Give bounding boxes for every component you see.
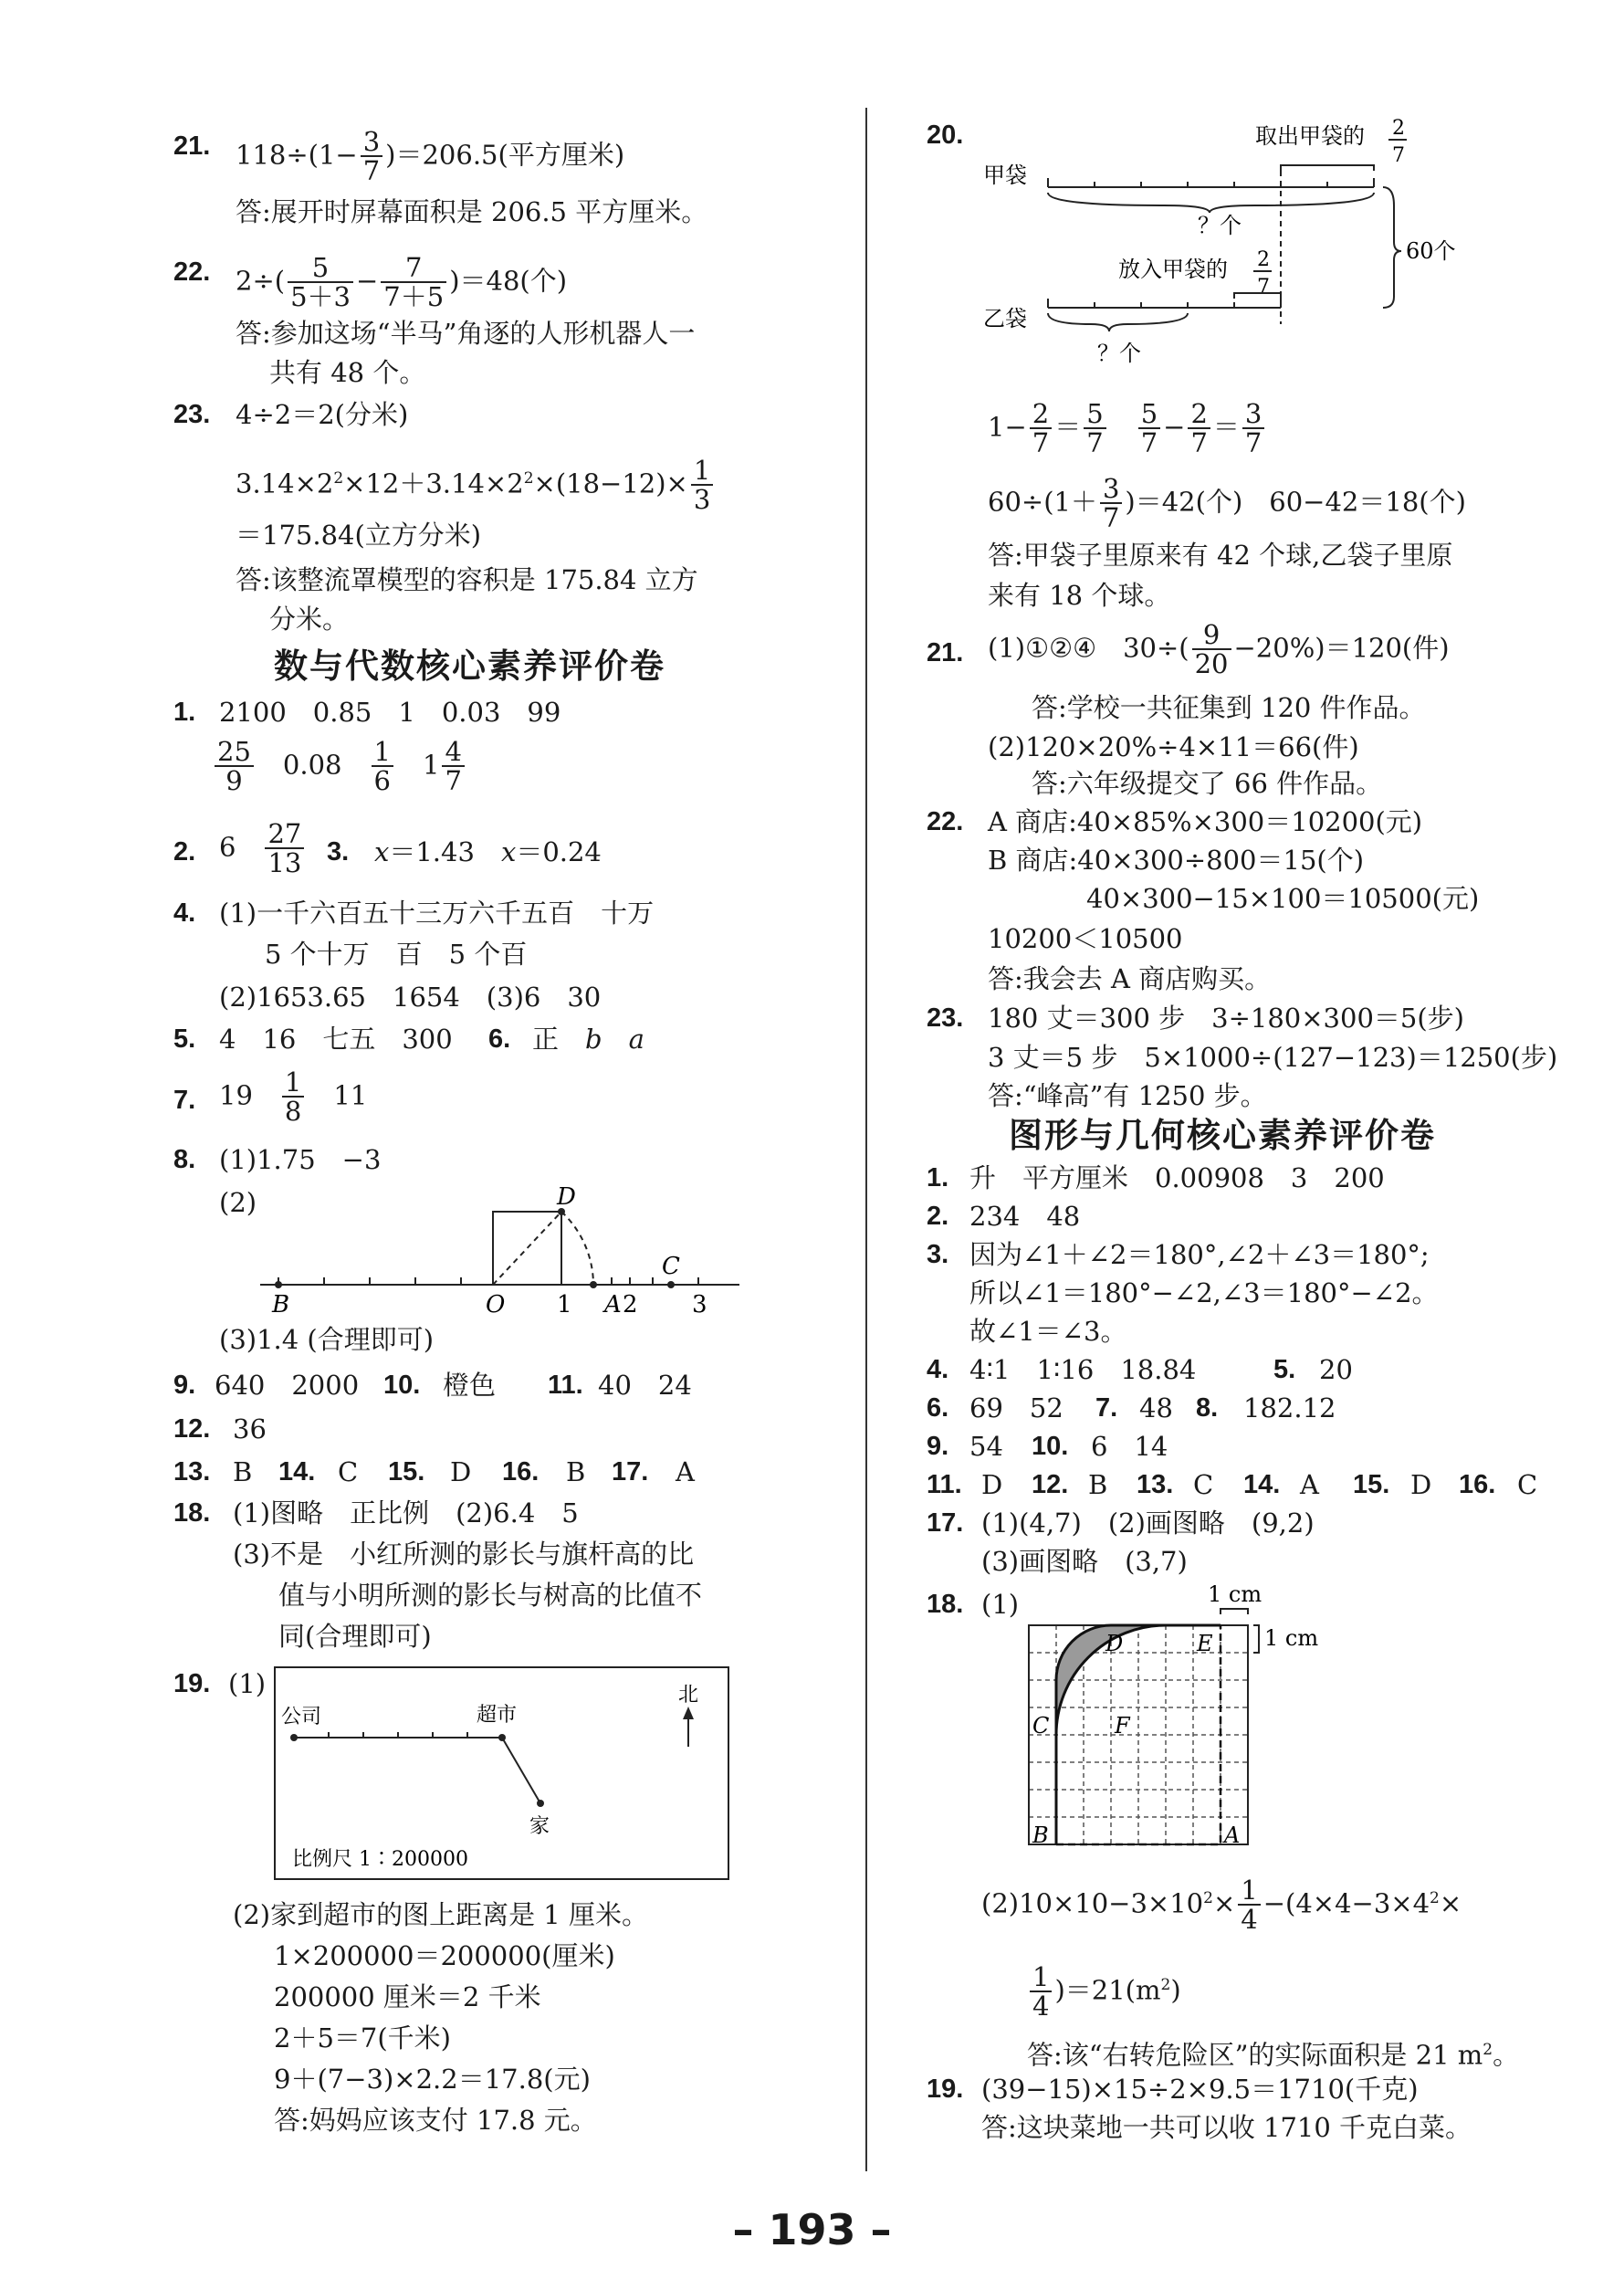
numerator: 5 — [1138, 400, 1160, 429]
a12-line: 36 — [233, 1413, 267, 1444]
section-title: 图形与几何核心素养评价卷 — [1009, 1116, 1436, 1155]
answer: D — [450, 1456, 472, 1487]
g6-line: 69 52 — [969, 1392, 1063, 1423]
q23-line1: 4÷2＝2(分米) — [236, 399, 409, 430]
cm-side: 1 cm — [1264, 1625, 1319, 1651]
q22-line3: 40×300−15×100＝10500(元) — [1086, 883, 1480, 914]
question-number: 2. — [173, 837, 196, 867]
fraction — [1100, 475, 1122, 532]
question-number: 21. — [927, 638, 964, 667]
g3-line2: 所以∠1＝180°−∠2,∠3＝180°−∠2。 — [969, 1277, 1439, 1308]
a8-line2: (2) — [219, 1187, 257, 1218]
grid-figure — [1018, 1580, 1401, 1858]
answer: D — [981, 1469, 1003, 1500]
a19-line7: 答:妈妈应该支付 17.8 元。 — [274, 2105, 597, 2136]
q21-answer2: 答:六年级提交了 66 件作品。 — [1032, 768, 1383, 799]
denominator: 7 — [1032, 427, 1050, 459]
label-north: 北 — [678, 1684, 699, 1707]
g3-line1: 因为∠1＋∠2＝180°,∠2＋∠3＝180°; — [969, 1239, 1430, 1270]
exponent: 2 — [1160, 1975, 1171, 1994]
q20-eq1 — [988, 400, 1267, 457]
numerator: 1 — [372, 738, 393, 767]
q23-line1: 180 丈＝300 步 3÷180×300＝5(步) — [988, 1003, 1464, 1034]
text: 答:该“右转危险区”的实际面积是 21 m — [1027, 2039, 1483, 2071]
bag-a-label: 甲袋 — [983, 163, 1027, 188]
denominator: 7 — [1244, 427, 1263, 459]
text: × — [1439, 1887, 1462, 1919]
numerator: 3 — [1242, 400, 1264, 429]
map-scale: 比例尺 1∶200000 — [292, 1848, 468, 1871]
g18-line3 — [1027, 1963, 1181, 2021]
bag-b-label: 乙袋 — [983, 306, 1027, 331]
question-number: 10. — [383, 1371, 421, 1400]
q21-answer1: 答:学校一共征集到 120 件作品。 — [1032, 692, 1426, 723]
question-number: 18. — [927, 1590, 964, 1619]
g9-line: 54 — [969, 1431, 1003, 1462]
label-e: E — [1197, 1631, 1213, 1656]
point-a — [590, 1281, 597, 1288]
fraction — [442, 738, 464, 795]
q23-answer-line2: 分米。 — [269, 604, 350, 635]
g17-line1: (1)(4,7) (2)画图略 (9,2) — [981, 1507, 1315, 1539]
fraction — [265, 820, 304, 877]
label-b: B — [1032, 1823, 1049, 1848]
g2-line: 234 48 — [969, 1201, 1081, 1232]
g18-line2 — [981, 1876, 1462, 1934]
q21-answer: 答:展开时屏幕面积是 206.5 平方厘米。 — [236, 196, 708, 227]
label-company: 公司 — [281, 1706, 322, 1728]
a19-line3: 1×200000＝200000(厘米) — [274, 1940, 615, 1971]
fraction — [1030, 400, 1052, 457]
question-number: 1. — [927, 1163, 949, 1192]
take-den: 7 — [1392, 144, 1405, 167]
q22-answer-line2: 共有 48 个。 — [269, 357, 426, 388]
denominator: 5＋3 — [290, 281, 351, 313]
q23-answer: 答:“峰高”有 1250 步。 — [988, 1080, 1267, 1111]
question-number: 5. — [1273, 1355, 1296, 1384]
g19-line1: (39−15)×15÷2×9.5＝1710(千克) — [981, 2074, 1419, 2105]
fraction — [1138, 400, 1160, 457]
take-brace — [1281, 165, 1374, 171]
number-line-figure — [246, 1182, 758, 1319]
text: (1)①②④ 30÷( — [988, 632, 1189, 664]
question-number: 10. — [1032, 1432, 1069, 1461]
label-f: F — [1115, 1713, 1130, 1739]
q22-line4: 10200＜10500 — [988, 923, 1183, 954]
text: ×(18−12)× — [533, 467, 688, 499]
g18-answer — [1027, 2032, 1519, 2074]
point-market — [498, 1734, 506, 1741]
put-label: 放入甲袋的 — [1118, 257, 1228, 282]
variable: x — [500, 836, 517, 867]
question-number: 5. — [173, 1024, 196, 1054]
diagonal — [493, 1212, 561, 1285]
g5-line: 20 — [1319, 1354, 1353, 1385]
numerator: 27 — [265, 820, 304, 849]
a19-line6: 9＋(7−3)×2.2＝17.8(元) — [274, 2064, 591, 2095]
label-three: 3 — [692, 1291, 707, 1318]
a9-line: 640 2000 — [215, 1370, 360, 1401]
put-den: 7 — [1257, 276, 1270, 299]
answer: C — [1193, 1469, 1214, 1500]
a19-line4: 200000 厘米＝2 千米 — [274, 1981, 541, 2012]
question-number: 13. — [173, 1457, 211, 1486]
a19-line1: (1) — [228, 1668, 267, 1699]
question-number: 23. — [173, 400, 211, 429]
q21-line1 — [988, 621, 1450, 678]
question-number: 8. — [173, 1145, 196, 1174]
fraction — [1242, 400, 1264, 457]
fraction — [1188, 400, 1210, 457]
numerator: 1 — [691, 457, 713, 486]
a7-line — [219, 1068, 367, 1126]
a8-line3: (3)1.4 (合理即可) — [219, 1324, 435, 1355]
g17-line2: (3)画图略 (3,7) — [981, 1546, 1188, 1577]
numerator: 25 — [215, 738, 254, 767]
variable: x — [374, 836, 390, 867]
question-number: 18. — [173, 1498, 211, 1528]
section-title: 数与代数核心素养评价卷 — [274, 646, 665, 686]
a11-line: 40 24 — [598, 1370, 692, 1401]
question-number: 21. — [173, 131, 211, 161]
answer: C — [338, 1456, 359, 1487]
text: 0.08 — [282, 749, 342, 781]
label-b: B — [272, 1291, 290, 1318]
text: 3.14×2 — [236, 467, 334, 499]
g10-line: 6 14 — [1091, 1431, 1168, 1462]
bag-b-question: ？个 — [1097, 341, 1141, 366]
column-divider — [865, 108, 867, 2171]
question-number: 16. — [502, 1457, 540, 1486]
fraction — [282, 1068, 304, 1126]
question-number: 9. — [173, 1371, 196, 1400]
a18-line3: 值与小明所测的影长与树高的比值不 — [278, 1580, 703, 1611]
denominator: 20 — [1194, 648, 1229, 680]
q20-answer-line2: 来有 18 个球。 — [988, 580, 1171, 611]
route-map-figure — [274, 1666, 730, 1881]
a19-line5: 2＋5＝7(千米) — [274, 2022, 451, 2054]
answer: B — [1088, 1469, 1108, 1500]
label-home: 家 — [529, 1815, 550, 1838]
numerator: 9 — [1192, 621, 1231, 650]
numerator: 5 — [288, 254, 353, 283]
a4-line3: (2)1653.65 1654 (3)6 30 — [219, 982, 602, 1013]
question-number: 14. — [278, 1457, 316, 1486]
text: − — [1163, 411, 1186, 443]
text: ＝ — [1212, 411, 1240, 443]
a4-line1: (1)一千六百五十三万六千五百 十万 — [219, 898, 655, 929]
a1-line2 — [212, 738, 467, 795]
label-d: D — [1105, 1631, 1124, 1656]
g18-line1: (1) — [981, 1589, 1020, 1620]
denominator: 13 — [267, 847, 302, 879]
fraction — [1030, 1963, 1052, 2021]
q21-post: )＝206.5(平方厘米) — [385, 139, 625, 171]
a18-line2: (3)不是 小红所测的影长与旗杆高的比 — [233, 1539, 695, 1570]
question-number: 19. — [927, 2075, 964, 2104]
question-number: 17. — [927, 1508, 964, 1538]
text: 1 — [422, 749, 440, 781]
g8-line: 182.12 — [1243, 1392, 1336, 1423]
text: 11 — [333, 1079, 368, 1111]
q21-line2: (2)120×20%÷4×11＝66(件) — [988, 731, 1359, 762]
a1-line1: 2100 0.85 1 0.03 99 — [219, 697, 561, 728]
bag-diagram — [981, 114, 1493, 388]
question-number: 3. — [327, 837, 350, 867]
variable: b — [585, 1024, 602, 1055]
answer: A — [676, 1456, 695, 1487]
put-num: 2 — [1257, 248, 1270, 271]
exponent: 2 — [333, 468, 344, 488]
road-market-home — [502, 1738, 540, 1803]
q22-post: )＝48(个) — [449, 265, 568, 297]
q22-pre: 2÷( — [236, 265, 286, 297]
question-number: 11. — [927, 1470, 962, 1499]
question-number: 22. — [927, 807, 964, 836]
text: )＝21(m — [1054, 1974, 1161, 2006]
question-number: 2. — [927, 1202, 949, 1231]
text: ＝ — [1054, 411, 1082, 443]
take-label: 取出甲袋的 — [1255, 123, 1365, 149]
denominator: 7 — [1102, 502, 1120, 534]
question-number: 13. — [1137, 1470, 1174, 1499]
question-number: 22. — [173, 257, 211, 287]
denominator: 9 — [225, 765, 243, 797]
a2-line — [219, 820, 307, 877]
a18-line4: 同(合理即可) — [278, 1621, 432, 1652]
ticks — [278, 1277, 698, 1285]
total-brace — [1383, 187, 1401, 308]
question-number: 6. — [927, 1393, 949, 1423]
label-o: O — [486, 1291, 506, 1318]
label-d: D — [557, 1183, 576, 1211]
cm-top: 1 cm — [1208, 1581, 1263, 1607]
question-number: 9. — [927, 1432, 949, 1461]
q23-line3: ＝175.84(立方分米) — [236, 520, 482, 551]
q22-answer: 答:我会去 A 商店购买。 — [988, 963, 1272, 994]
denominator: 7 — [445, 765, 462, 797]
g3-line3: 故∠1＝∠3。 — [969, 1316, 1127, 1347]
bag-a-brace — [1048, 193, 1374, 213]
numerator: 3 — [361, 128, 382, 157]
answer: D — [1410, 1469, 1432, 1500]
denominator: 7 — [1140, 427, 1158, 459]
question-number: 12. — [1032, 1470, 1069, 1499]
q21-pre: 118÷(1− — [236, 139, 358, 171]
q23-line2: 3 丈＝5 步 5×1000÷(127−123)＝1250(步) — [988, 1042, 1558, 1073]
question-number: 11. — [548, 1371, 583, 1400]
total-label: 60个 — [1406, 238, 1456, 264]
label-market: 超市 — [477, 1704, 518, 1727]
text: 正 — [532, 1024, 560, 1055]
a5-line: 4 16 七五 300 — [219, 1024, 453, 1055]
question-number: 8. — [1196, 1393, 1219, 1423]
numerator: 1 — [1238, 1876, 1260, 1906]
question-number: 19. — [173, 1669, 211, 1698]
a3-line — [374, 834, 602, 870]
fraction — [1192, 621, 1231, 678]
question-number: 15. — [388, 1457, 425, 1486]
q22-equation — [236, 254, 567, 311]
question-number: 16. — [1459, 1470, 1496, 1499]
answer: B — [566, 1456, 586, 1487]
denominator: 6 — [373, 765, 391, 797]
bag-a-question: ？个 — [1198, 213, 1242, 238]
text: 6 — [219, 831, 236, 863]
denominator: 7 — [1190, 427, 1208, 459]
fraction — [1238, 1876, 1260, 1934]
denominator: 8 — [284, 1096, 302, 1128]
answer: C — [1517, 1469, 1538, 1500]
g7-line: 48 — [1139, 1392, 1173, 1423]
exponent: 2 — [1430, 1888, 1440, 1907]
question-number: 6. — [488, 1024, 511, 1054]
question-number: 1. — [173, 698, 196, 727]
label-a: A — [604, 1291, 622, 1318]
q23-answer-line1: 答:该整流罩模型的容积是 175.84 立方 — [236, 564, 698, 595]
label-c: C — [1032, 1713, 1050, 1739]
question-number: 23. — [927, 1003, 964, 1033]
text: 60÷(1＋ — [988, 486, 1097, 518]
a19-line2: (2)家到超市的图上距离是 1 厘米。 — [233, 1899, 648, 1930]
a4-line2: 5 个十万 百 5 个百 — [265, 939, 528, 970]
denominator: 3 — [693, 484, 711, 516]
side-brace — [1253, 1625, 1259, 1653]
label-a: A — [1224, 1823, 1241, 1848]
q22-line2: B 商店:40×300÷800＝15(个) — [988, 845, 1365, 876]
numerator: 1 — [1030, 1963, 1052, 1992]
point-company — [290, 1734, 298, 1741]
text: × — [1212, 1887, 1236, 1919]
text: ×12＋3.14×2 — [343, 467, 524, 499]
numerator: 5 — [1084, 400, 1105, 429]
take-num: 2 — [1392, 117, 1405, 140]
fraction — [288, 254, 353, 311]
text: ＝0.24 — [516, 836, 602, 867]
a8-line1: (1)1.75 −3 — [219, 1144, 382, 1175]
answer: A — [1300, 1469, 1319, 1500]
exponent: 2 — [523, 468, 534, 488]
arc — [561, 1212, 593, 1285]
label-one: 1 — [557, 1291, 572, 1318]
text: )＝42(个) 60−42＝18(个) — [1125, 486, 1466, 518]
page-number: – 193 – — [732, 2205, 892, 2254]
numerator: 4 — [442, 738, 464, 767]
text: ＝1.43 — [389, 836, 475, 867]
text: −(4×4−3×4 — [1263, 1887, 1430, 1919]
denominator: 7 — [1086, 427, 1104, 459]
q21-equation — [236, 128, 624, 185]
answer: B — [233, 1456, 253, 1487]
g1-line: 升 平方厘米 0.00908 3 200 — [969, 1162, 1385, 1193]
fraction — [372, 738, 393, 795]
point-c — [667, 1281, 675, 1288]
text: 19 — [219, 1079, 253, 1111]
q22-mid: − — [355, 265, 379, 297]
question-number: 15. — [1353, 1470, 1390, 1499]
numerator: 2 — [1188, 400, 1210, 429]
exponent: 2 — [1483, 2041, 1493, 2059]
question-number: 12. — [173, 1414, 211, 1444]
g19-answer: 答:这块菜地一共可以收 1710 千克白菜。 — [981, 2112, 1472, 2143]
point-b — [275, 1281, 282, 1288]
a10-line: 橙色 — [443, 1370, 497, 1401]
numerator: 1 — [282, 1068, 304, 1098]
q20-answer-line1: 答:甲袋子里原来有 42 个球,乙袋子里原 — [988, 540, 1453, 571]
denominator: 7 — [362, 155, 381, 187]
question-number: 4. — [173, 898, 196, 928]
question-number: 17. — [612, 1457, 649, 1486]
denominator: 4 — [1032, 1991, 1050, 2022]
north-arrow-head-icon — [683, 1707, 694, 1719]
fraction — [1084, 400, 1105, 457]
question-number: 20. — [927, 121, 964, 150]
label-two: 2 — [623, 1291, 638, 1318]
fraction — [215, 738, 254, 795]
variable: a — [628, 1024, 644, 1055]
numerator: 7 — [381, 254, 446, 283]
q23-line2 — [236, 457, 716, 514]
text: 1− — [988, 411, 1027, 443]
top-brace — [1221, 1609, 1248, 1614]
text: ) — [1170, 1974, 1181, 2006]
question-number: 4. — [927, 1355, 949, 1384]
a6-line — [532, 1021, 644, 1057]
exponent: 2 — [1203, 1888, 1213, 1907]
q22-line1: A 商店:40×85%×300＝10200(元) — [988, 806, 1423, 837]
q20-eq2 — [988, 475, 1466, 532]
fraction — [361, 128, 382, 185]
question-number: 7. — [1095, 1393, 1118, 1423]
bag-b-brace — [1048, 313, 1188, 331]
text: 。 — [1493, 2039, 1520, 2071]
fraction — [691, 457, 713, 514]
text: (2)10×10−3×10 — [981, 1887, 1204, 1919]
q22-answer-line1: 答:参加这场“半马”角逐的人形机器人一 — [236, 318, 696, 349]
g4-line: 4∶1 1∶16 18.84 — [969, 1354, 1197, 1385]
question-number: 14. — [1243, 1470, 1281, 1499]
denominator: 7＋5 — [383, 281, 445, 313]
denominator: 4 — [1241, 1904, 1258, 1936]
text: −20%)＝120(件) — [1233, 632, 1450, 664]
question-number: 7. — [173, 1086, 196, 1115]
point-home — [537, 1800, 544, 1807]
label-c: C — [662, 1253, 680, 1280]
numerator: 2 — [1030, 400, 1052, 429]
a18-line1: (1)图略 正比例 (2)6.4 5 — [233, 1497, 579, 1528]
fraction — [381, 254, 446, 311]
question-number: 3. — [927, 1240, 949, 1269]
numerator: 3 — [1100, 475, 1122, 504]
